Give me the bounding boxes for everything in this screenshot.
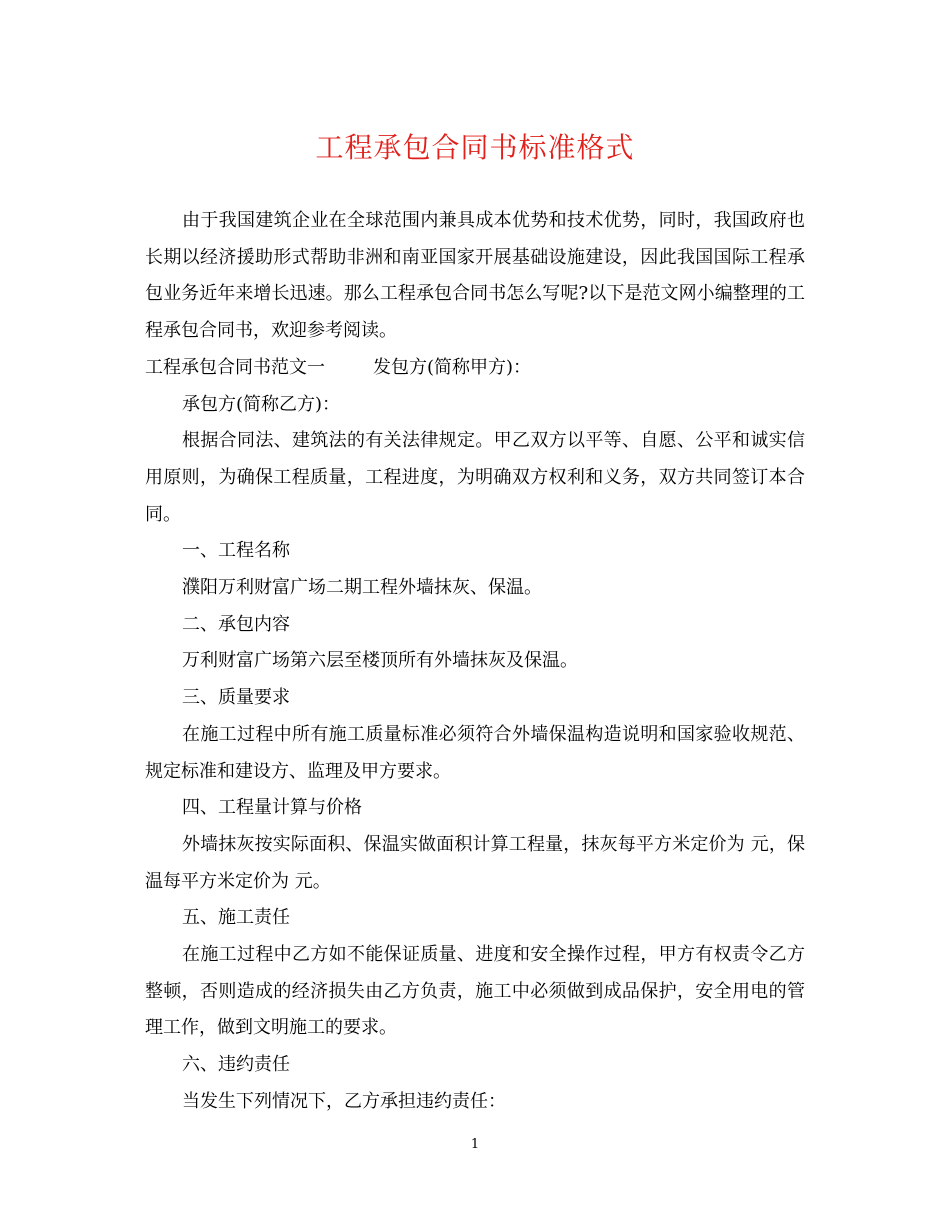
sample-heading-line	[145, 350, 805, 387]
page-number: 1	[470, 1137, 480, 1152]
responsibility-text: 在施工过程中乙方如不能保证质量、进度和安全操作过程，甲方有权责令乙方整顿，否则造成的经济损失由乙方负责，施工中必须做到成品保护，安全用电的管理工作，做到文明施工的要求。	[145, 944, 805, 1039]
document-title: 工程承包合同书标准格式	[315, 131, 635, 164]
quality-text: 在施工过程中所有施工质量标准必须符合外墙保温构造说明和国家验收规范、规定标准和建设方、监理及甲方要求。	[145, 723, 805, 782]
pricing-text: 外墙抹灰按实际面积、保温实做面积计算工程量，抹灰每平方米定价为 元，保温每平方米定价为 元。	[145, 833, 805, 892]
party-b-label: 承包方(简称乙方)：	[182, 393, 341, 415]
section-heading-quality: 三、质量要求	[182, 687, 290, 709]
party-a-label: 发包方(简称甲方)：	[373, 356, 532, 378]
breach-text: 当发生下列情况下，乙方承担违约责任：	[182, 1090, 506, 1112]
section-heading-scope: 二、承包内容	[182, 613, 290, 635]
section-heading-project-name: 一、工程名称	[182, 540, 290, 562]
document-body	[145, 203, 805, 1121]
scope-text: 万利财富广场第六层至楼顶所有外墙抹灰及保温。	[182, 650, 578, 672]
intro-paragraph: 由于我国建筑企业在全球范围内兼具成本优势和技术优势，同时，我国政府也长期以经济援助形式帮助非洲和南亚国家开展基础设施建设，因此我国国际工程承包业务近年来增长迅速。那么工程承包合同书怎么写呢?以下是范文网小编整理的工程承包合同书，欢迎参考阅读。	[145, 210, 805, 342]
sample-heading: 工程承包合同书范文一	[145, 356, 325, 378]
section-heading-responsibility: 五、施工责任	[182, 907, 290, 929]
section-heading-pricing: 四、工程量计算与价格	[182, 797, 362, 819]
section-heading-breach: 六、违约责任	[182, 1054, 290, 1076]
preamble-paragraph: 根据合同法、建筑法的有关法律规定。甲乙双方以平等、自愿、公平和诚实信用原则，为确保工程质量，工程进度，为明确双方权利和义务，双方共同签订本合同。	[145, 430, 805, 525]
project-name-text: 濮阳万利财富广场二期工程外墙抹灰、保温。	[182, 577, 542, 599]
